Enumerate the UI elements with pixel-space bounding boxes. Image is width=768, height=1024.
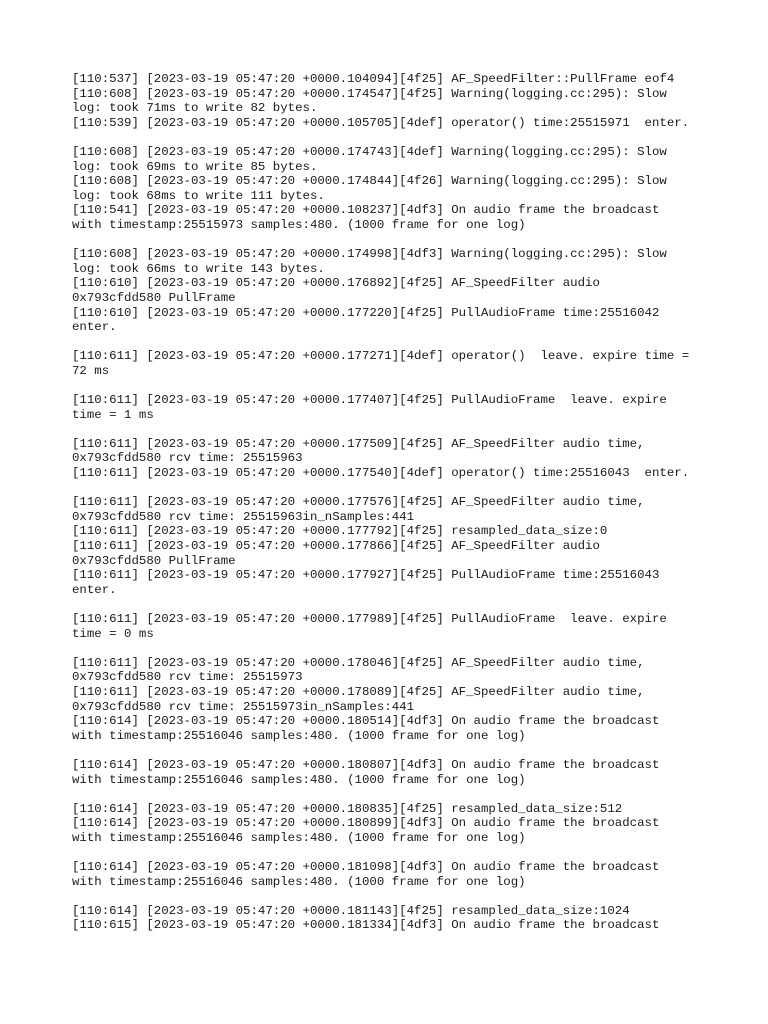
log-line: enter. <box>72 320 117 335</box>
log-line: [110:611] [2023-03-19 05:47:20 +0000.177271][4def] operator() leave. expire time = <box>72 349 690 364</box>
log-line: [110:608] [2023-03-19 05:47:20 +0000.174998][4df3] Warning(logging.cc:295): Slow <box>72 247 667 262</box>
log-line: [110:611] [2023-03-19 05:47:20 +0000.177927][4f25] PullAudioFrame time:25516043 <box>72 568 660 583</box>
log-line: with timestamp:25516046 samples:480. (1000 frame for one log) <box>72 874 526 889</box>
log-line: [110:608] [2023-03-19 05:47:20 +0000.174844][4f26] Warning(logging.cc:295): Slow <box>72 174 667 189</box>
log-line: [110:611] [2023-03-19 05:47:20 +0000.177792][4f25] resampled_data_size:0 <box>72 524 608 539</box>
log-block <box>72 349 702 378</box>
log-line: log: took 71ms to write 82 bytes. <box>72 101 318 116</box>
log-block <box>72 758 702 787</box>
log-line: [110:541] [2023-03-19 05:47:20 +0000.108237][4df3] On audio frame the broadcast <box>72 203 660 218</box>
log-line: with timestamp:25516046 samples:480. (1000 frame for one log) <box>72 830 526 845</box>
log-line: [110:611] [2023-03-19 05:47:20 +0000.178089][4f25] AF_SpeedFilter audio time, <box>72 684 645 699</box>
log-block <box>72 656 702 744</box>
log-line: 0x793cfdd580 rcv time: 25515973 <box>72 670 303 685</box>
log-line: [110:614] [2023-03-19 05:47:20 +0000.181098][4df3] On audio frame the broadcast <box>72 860 660 875</box>
log-line: [110:611] [2023-03-19 05:47:20 +0000.178046][4f25] AF_SpeedFilter audio time, <box>72 655 645 670</box>
log-block <box>72 437 702 481</box>
log-line: log: took 68ms to write 111 bytes. <box>72 188 325 203</box>
log-line: [110:608] [2023-03-19 05:47:20 +0000.174547][4f25] Warning(logging.cc:295): Slow <box>72 86 667 101</box>
log-line: [110:537] [2023-03-19 05:47:20 +0000.104094][4f25] AF_SpeedFilter::PullFrame eof4 <box>72 72 675 86</box>
log-line: [110:611] [2023-03-19 05:47:20 +0000.177576][4f25] AF_SpeedFilter audio time, <box>72 495 645 510</box>
log-line: 0x793cfdd580 rcv time: 25515963 <box>72 451 303 466</box>
log-line: with timestamp:25515973 samples:480. (1000 frame for one log) <box>72 217 526 232</box>
log-line: [110:611] [2023-03-19 05:47:20 +0000.177407][4f25] PullAudioFrame leave. expire <box>72 393 667 408</box>
log-block <box>72 393 702 422</box>
log-line: [110:610] [2023-03-19 05:47:20 +0000.177220][4f25] PullAudioFrame time:25516042 <box>72 305 660 320</box>
log-line: 0x793cfdd580 rcv time: 25515973in_nSamples:441 <box>72 699 415 714</box>
log-line: enter. <box>72 582 117 597</box>
log-line: [110:614] [2023-03-19 05:47:20 +0000.180807][4df3] On audio frame the broadcast <box>72 757 660 772</box>
log-block <box>72 72 702 130</box>
log-line: [110:608] [2023-03-19 05:47:20 +0000.174743][4def] Warning(logging.cc:295): Slow <box>72 144 667 159</box>
log-line: 0x793cfdd580 rcv time: 25515963in_nSamples:441 <box>72 509 415 524</box>
log-line: [110:614] [2023-03-19 05:47:20 +0000.181143][4f25] resampled_data_size:1024 <box>72 903 630 918</box>
log-line: [110:614] [2023-03-19 05:47:20 +0000.180899][4df3] On audio frame the broadcast <box>72 816 660 831</box>
log-line: [110:611] [2023-03-19 05:47:20 +0000.177509][4f25] AF_SpeedFilter audio time, <box>72 436 645 451</box>
log-block <box>72 860 702 889</box>
log-block <box>72 495 702 597</box>
log-block <box>72 247 702 335</box>
log-block <box>72 612 702 641</box>
log-line: [110:615] [2023-03-19 05:47:20 +0000.181334][4df3] On audio frame the broadcast <box>72 918 660 933</box>
log-line: [110:539] [2023-03-19 05:47:20 +0000.105705][4def] operator() time:25515971 enter. <box>72 115 690 130</box>
log-line: 72 ms <box>72 363 110 378</box>
log-line: [110:611] [2023-03-19 05:47:20 +0000.177540][4def] operator() time:25516043 enter. <box>72 466 690 481</box>
log-line: log: took 69ms to write 85 bytes. <box>72 159 318 174</box>
log-line: [110:611] [2023-03-19 05:47:20 +0000.177866][4f25] AF_SpeedFilter audio <box>72 539 600 553</box>
log-line: [110:614] [2023-03-19 05:47:20 +0000.180514][4df3] On audio frame the broadcast <box>72 714 660 729</box>
log-document <box>72 72 702 948</box>
log-block <box>72 802 702 846</box>
log-line: with timestamp:25516046 samples:480. (1000 frame for one log) <box>72 772 526 787</box>
log-line: time = 0 ms <box>72 626 154 641</box>
log-line: 0x793cfdd580 PullFrame <box>72 290 236 305</box>
log-line: log: took 66ms to write 143 bytes. <box>72 261 325 276</box>
log-line: [110:610] [2023-03-19 05:47:20 +0000.176892][4f25] AF_SpeedFilter audio <box>72 276 600 291</box>
log-line: with timestamp:25516046 samples:480. (1000 frame for one log) <box>72 728 526 743</box>
log-line: 0x793cfdd580 PullFrame <box>72 553 236 568</box>
log-block <box>72 145 702 233</box>
log-line: [110:614] [2023-03-19 05:47:20 +0000.180835][4f25] resampled_data_size:512 <box>72 801 623 816</box>
log-block <box>72 904 702 933</box>
log-line: time = 1 ms <box>72 407 154 422</box>
log-line: [110:611] [2023-03-19 05:47:20 +0000.177989][4f25] PullAudioFrame leave. expire <box>72 611 667 626</box>
